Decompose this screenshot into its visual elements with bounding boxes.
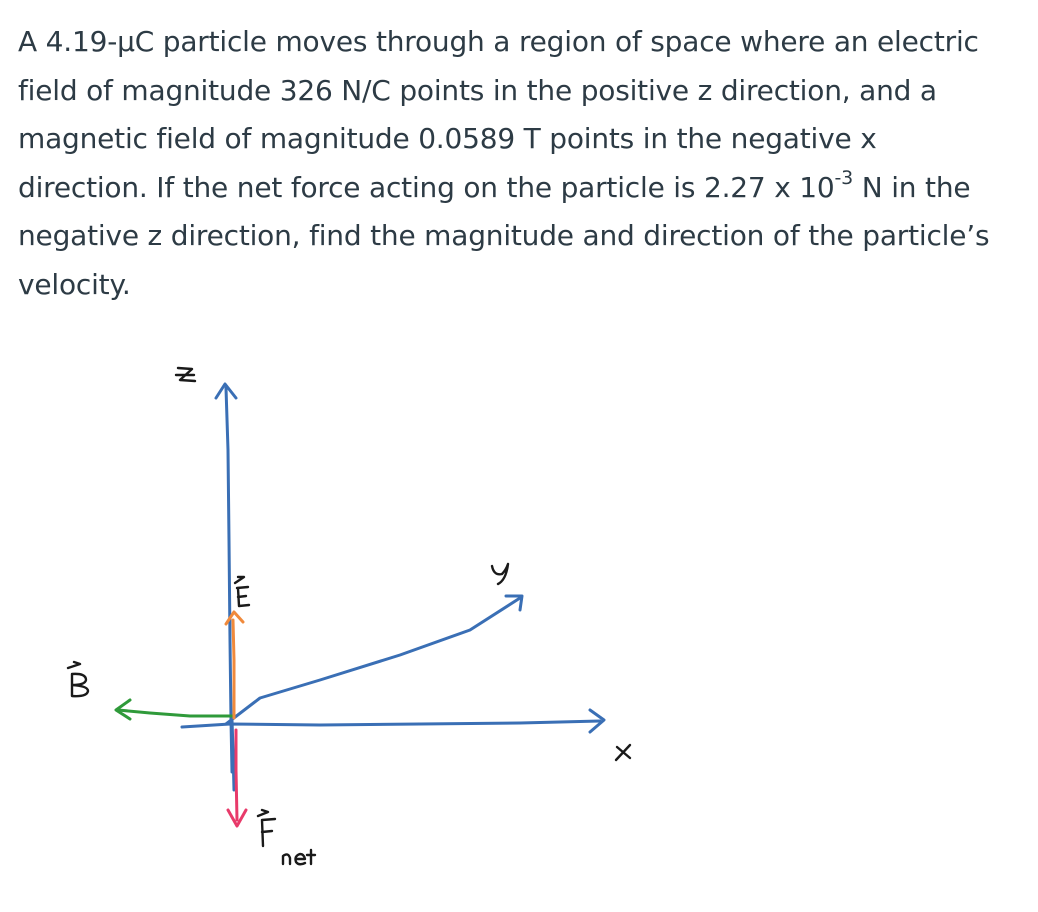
z-label xyxy=(176,368,195,381)
f-net-label xyxy=(258,810,315,864)
problem-line-5: negative z direction, find the magnitude and direction of the particle’s xyxy=(18,219,990,252)
problem-line-1: A 4.19-µC particle moves through a region of space where an electric xyxy=(18,25,979,58)
problem-line-3: magnetic field of magnitude 0.0589 T points in the negative x xyxy=(18,122,877,155)
problem-statement xyxy=(18,18,1018,309)
f-net-vector xyxy=(236,730,237,820)
diagram-svg xyxy=(0,340,1038,908)
problem-line-4 xyxy=(18,164,1018,213)
x-label xyxy=(616,745,630,760)
y-label xyxy=(492,564,508,584)
x-axis xyxy=(182,721,600,727)
problem-line-2: field of magnitude 326 N/C points in the positive z direction, and a xyxy=(18,73,937,107)
problem-line-4-text: direction. If the net force acting on the particle is 2.27 x 10 xyxy=(18,170,835,204)
coordinate-diagram xyxy=(0,340,1038,908)
problem-line-4-end: N in the xyxy=(853,170,971,204)
problem-line-6: velocity. xyxy=(18,267,131,301)
y-axis xyxy=(226,598,520,724)
e-vector xyxy=(233,620,234,718)
b-label xyxy=(68,662,88,696)
exponent: -3 xyxy=(834,167,854,190)
z-axis xyxy=(226,388,232,772)
e-label xyxy=(235,577,249,606)
z-axis-lower xyxy=(232,720,234,790)
b-vector xyxy=(118,710,232,716)
